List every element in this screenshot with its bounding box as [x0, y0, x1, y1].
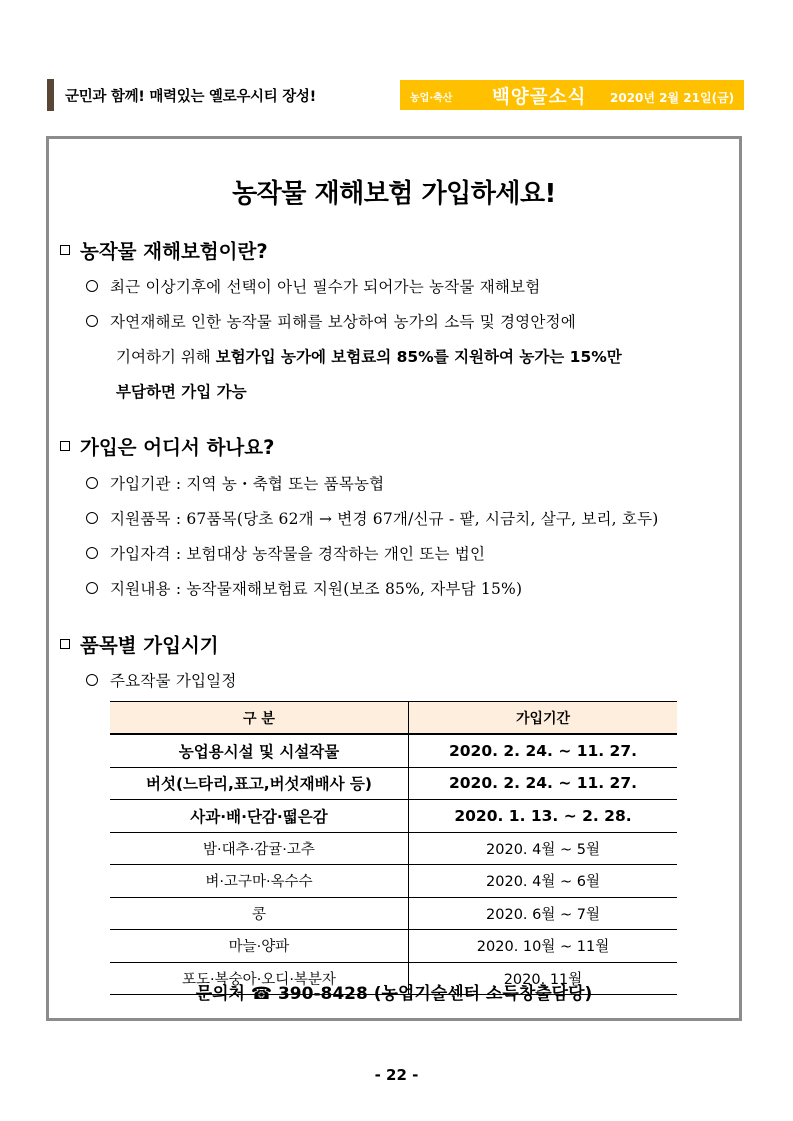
crop-cell: 버섯(느타리,표고,버섯재배사 등) [110, 767, 409, 800]
list-item: 가입기관 : 지역 농・축협 또는 품목농협 [86, 472, 384, 494]
crop-cell: 농업용시설 및 시설작물 [110, 734, 409, 767]
list-item: 최근 이상기후에 선택이 아닌 필수가 되어가는 농작물 재해보험 [86, 275, 540, 297]
header-date: 2020년 2월 21일(금) [610, 91, 735, 105]
list-item: 가입자격 : 보험대상 농작물을 경작하는 개인 또는 법인 [86, 542, 485, 564]
list-item: 지원품목 : 67품목(당초 62개 → 변경 67개/신규 - 팥, 시금치, 살구, 보리, 호두) [86, 507, 659, 529]
period-cell: 2020. 11월 [409, 962, 678, 995]
crop-cell: 사과·배·단감·떫은감 [110, 800, 409, 833]
table-row [110, 800, 677, 833]
circle-bullet-icon [86, 280, 98, 292]
header-category: 농업·축산 [410, 93, 453, 104]
list-item: 지원내용 : 농작물재해보험료 지원(보조 85%, 자부담 15%) [86, 577, 522, 599]
column-header-period: 가입기간 [409, 702, 678, 735]
table-row [110, 930, 677, 963]
column-header-category: 구 분 [110, 702, 409, 735]
period-cell: 2020. 1. 13. ~ 2. 28. [409, 800, 678, 833]
table-row [110, 865, 677, 898]
square-bullet-icon [60, 639, 70, 649]
circle-bullet-icon [86, 315, 98, 327]
period-cell: 2020. 4월 ~ 5월 [409, 832, 678, 865]
period-cell: 2020. 10월 ~ 11월 [409, 930, 678, 963]
contact-info: 문의처 ☎ 390-8428 (농업기술센터 소득창출담당) [195, 984, 593, 1004]
section-heading-what: 농작물 재해보험이란? [60, 236, 268, 264]
circle-bullet-icon [86, 512, 98, 524]
list-item: 자연재해로 인한 농작물 피해를 보상하여 농가의 소득 및 경영안정에 [86, 310, 576, 332]
table-row [110, 897, 677, 930]
circle-bullet-icon [86, 547, 98, 559]
crop-cell: 마늘·양파 [110, 930, 409, 963]
crop-cell: 밤·대추·감귤·고추 [110, 832, 409, 865]
circle-bullet-icon [86, 477, 98, 489]
circle-bullet-icon [86, 674, 98, 686]
crop-cell: 포도·복숭아·오디·복분자 [110, 962, 409, 995]
page-header [47, 79, 743, 111]
square-bullet-icon [60, 441, 70, 451]
header-accent-bar [47, 79, 54, 111]
table-header-row [110, 702, 677, 735]
list-item: 주요작물 가입일정 [86, 669, 237, 691]
newsletter-banner [400, 80, 744, 110]
period-cell: 2020. 6월 ~ 7월 [409, 897, 678, 930]
period-cell: 2020. 4월 ~ 6월 [409, 865, 678, 898]
period-cell: 2020. 2. 24. ~ 11. 27. [409, 767, 678, 800]
square-bullet-icon [60, 245, 70, 255]
section-heading-where: 가입은 어디서 하나요? [60, 432, 274, 460]
list-item-continuation: 부담하면 가입 가능 [116, 383, 247, 401]
crop-cell: 벼·고구마·옥수수 [110, 865, 409, 898]
list-item-continuation: 기여하기 위해 보험가입 농가에 보험료의 85%를 지원하여 농가는 15%만 [116, 348, 622, 366]
table-row [110, 767, 677, 800]
section-heading-timing: 품목별 가입시기 [60, 630, 219, 658]
crop-cell: 콩 [110, 897, 409, 930]
header-slogan: 군민과 함께! 매력있는 옐로우시티 장성! [65, 89, 316, 105]
circle-bullet-icon [86, 582, 98, 594]
table-row [110, 832, 677, 865]
period-cell: 2020. 2. 24. ~ 11. 27. [409, 734, 678, 767]
page-number: - 22 - [374, 1066, 419, 1084]
article-title: 농작물 재해보험 가입하세요! [232, 179, 556, 209]
schedule-table [110, 701, 677, 995]
article-box [46, 136, 742, 1021]
newsletter-name: 백양골소식 [492, 87, 587, 108]
table-row [110, 734, 677, 767]
